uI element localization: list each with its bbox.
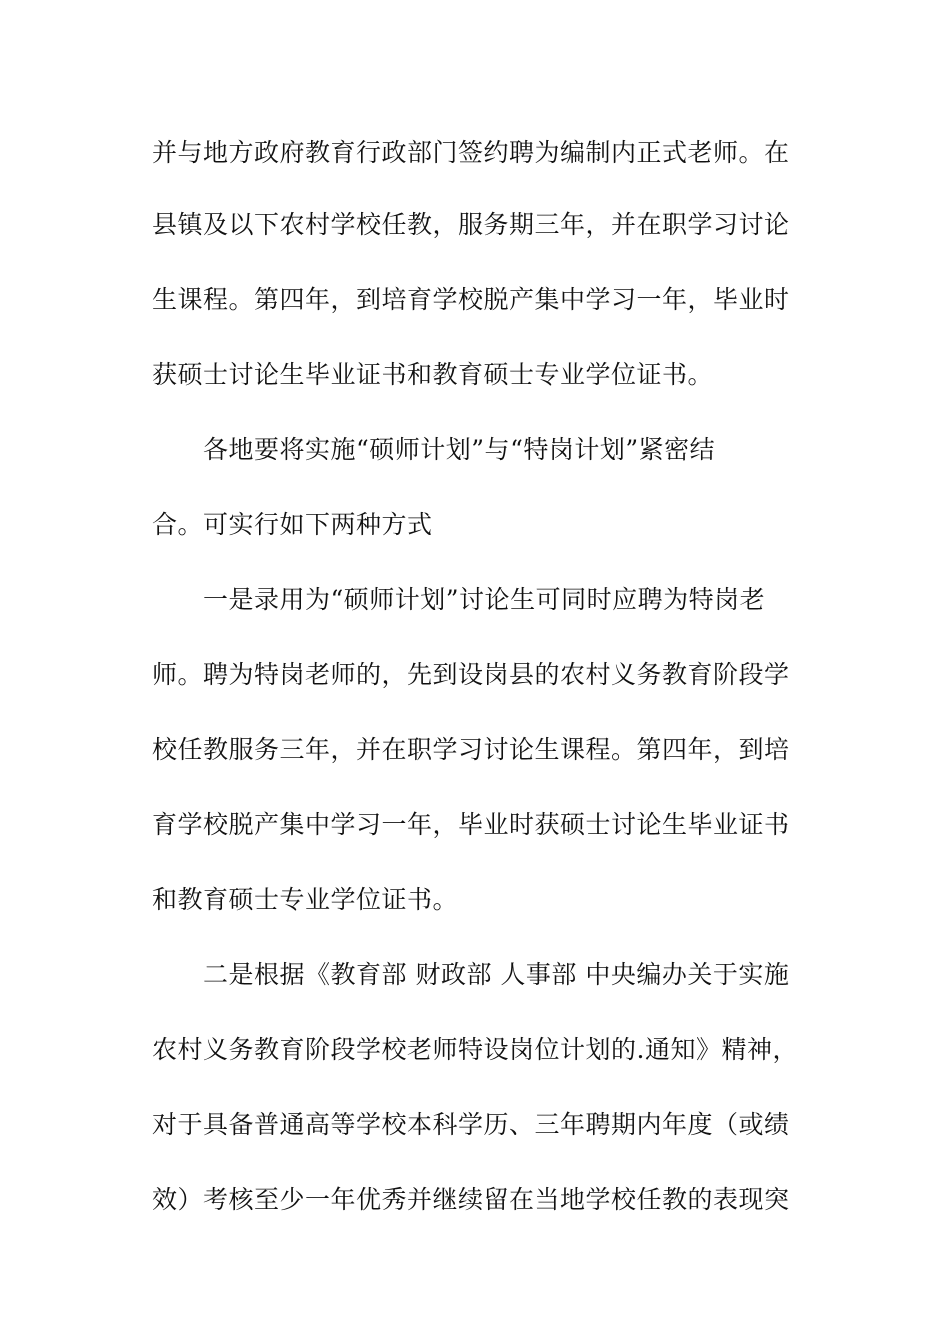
text-line: 和教育硕士专业学位证书。	[152, 885, 459, 914]
text-line: 对于具备普通高等学校本科学历、三年聘期内年度（或绩	[152, 1110, 790, 1139]
text-line: 校任教服务三年，并在职学习讨论生课程。第四年，到培	[152, 735, 790, 764]
text-line: 合。可实行如下两种方式	[152, 510, 433, 539]
text-line: 师。聘为特岗老师的，先到设岗县的农村义务教育阶段学	[152, 660, 790, 689]
text-line: 获硕士讨论生毕业证书和教育硕士专业学位证书。	[152, 360, 714, 389]
paragraph-first-line: 一是录用为“硕师计划”讨论生可同时应聘为特岗老	[203, 585, 766, 614]
text-line: 效）考核至少一年优秀并继续留在当地学校任教的表现突	[152, 1185, 790, 1214]
text-line: 并与地方政府教育行政部门签约聘为编制内正式老师。在	[152, 138, 790, 167]
text-line: 生课程。第四年，到培育学校脱产集中学习一年，毕业时	[152, 285, 790, 314]
text-line: 农村义务教育阶段学校老师特设岗位计划的.通知》精神，	[152, 1035, 798, 1064]
text-line: 县镇及以下农村学校任教，服务期三年，并在职学习讨论	[152, 210, 790, 239]
text-line: 育学校脱产集中学习一年，毕业时获硕士讨论生毕业证书	[152, 810, 790, 839]
paragraph-first-line: 各地要将实施“硕师计划”与“特岗计划”紧密结	[203, 435, 716, 464]
paragraph-first-line: 二是根据《教育部 财政部 人事部 中央编办关于实施	[203, 960, 790, 989]
